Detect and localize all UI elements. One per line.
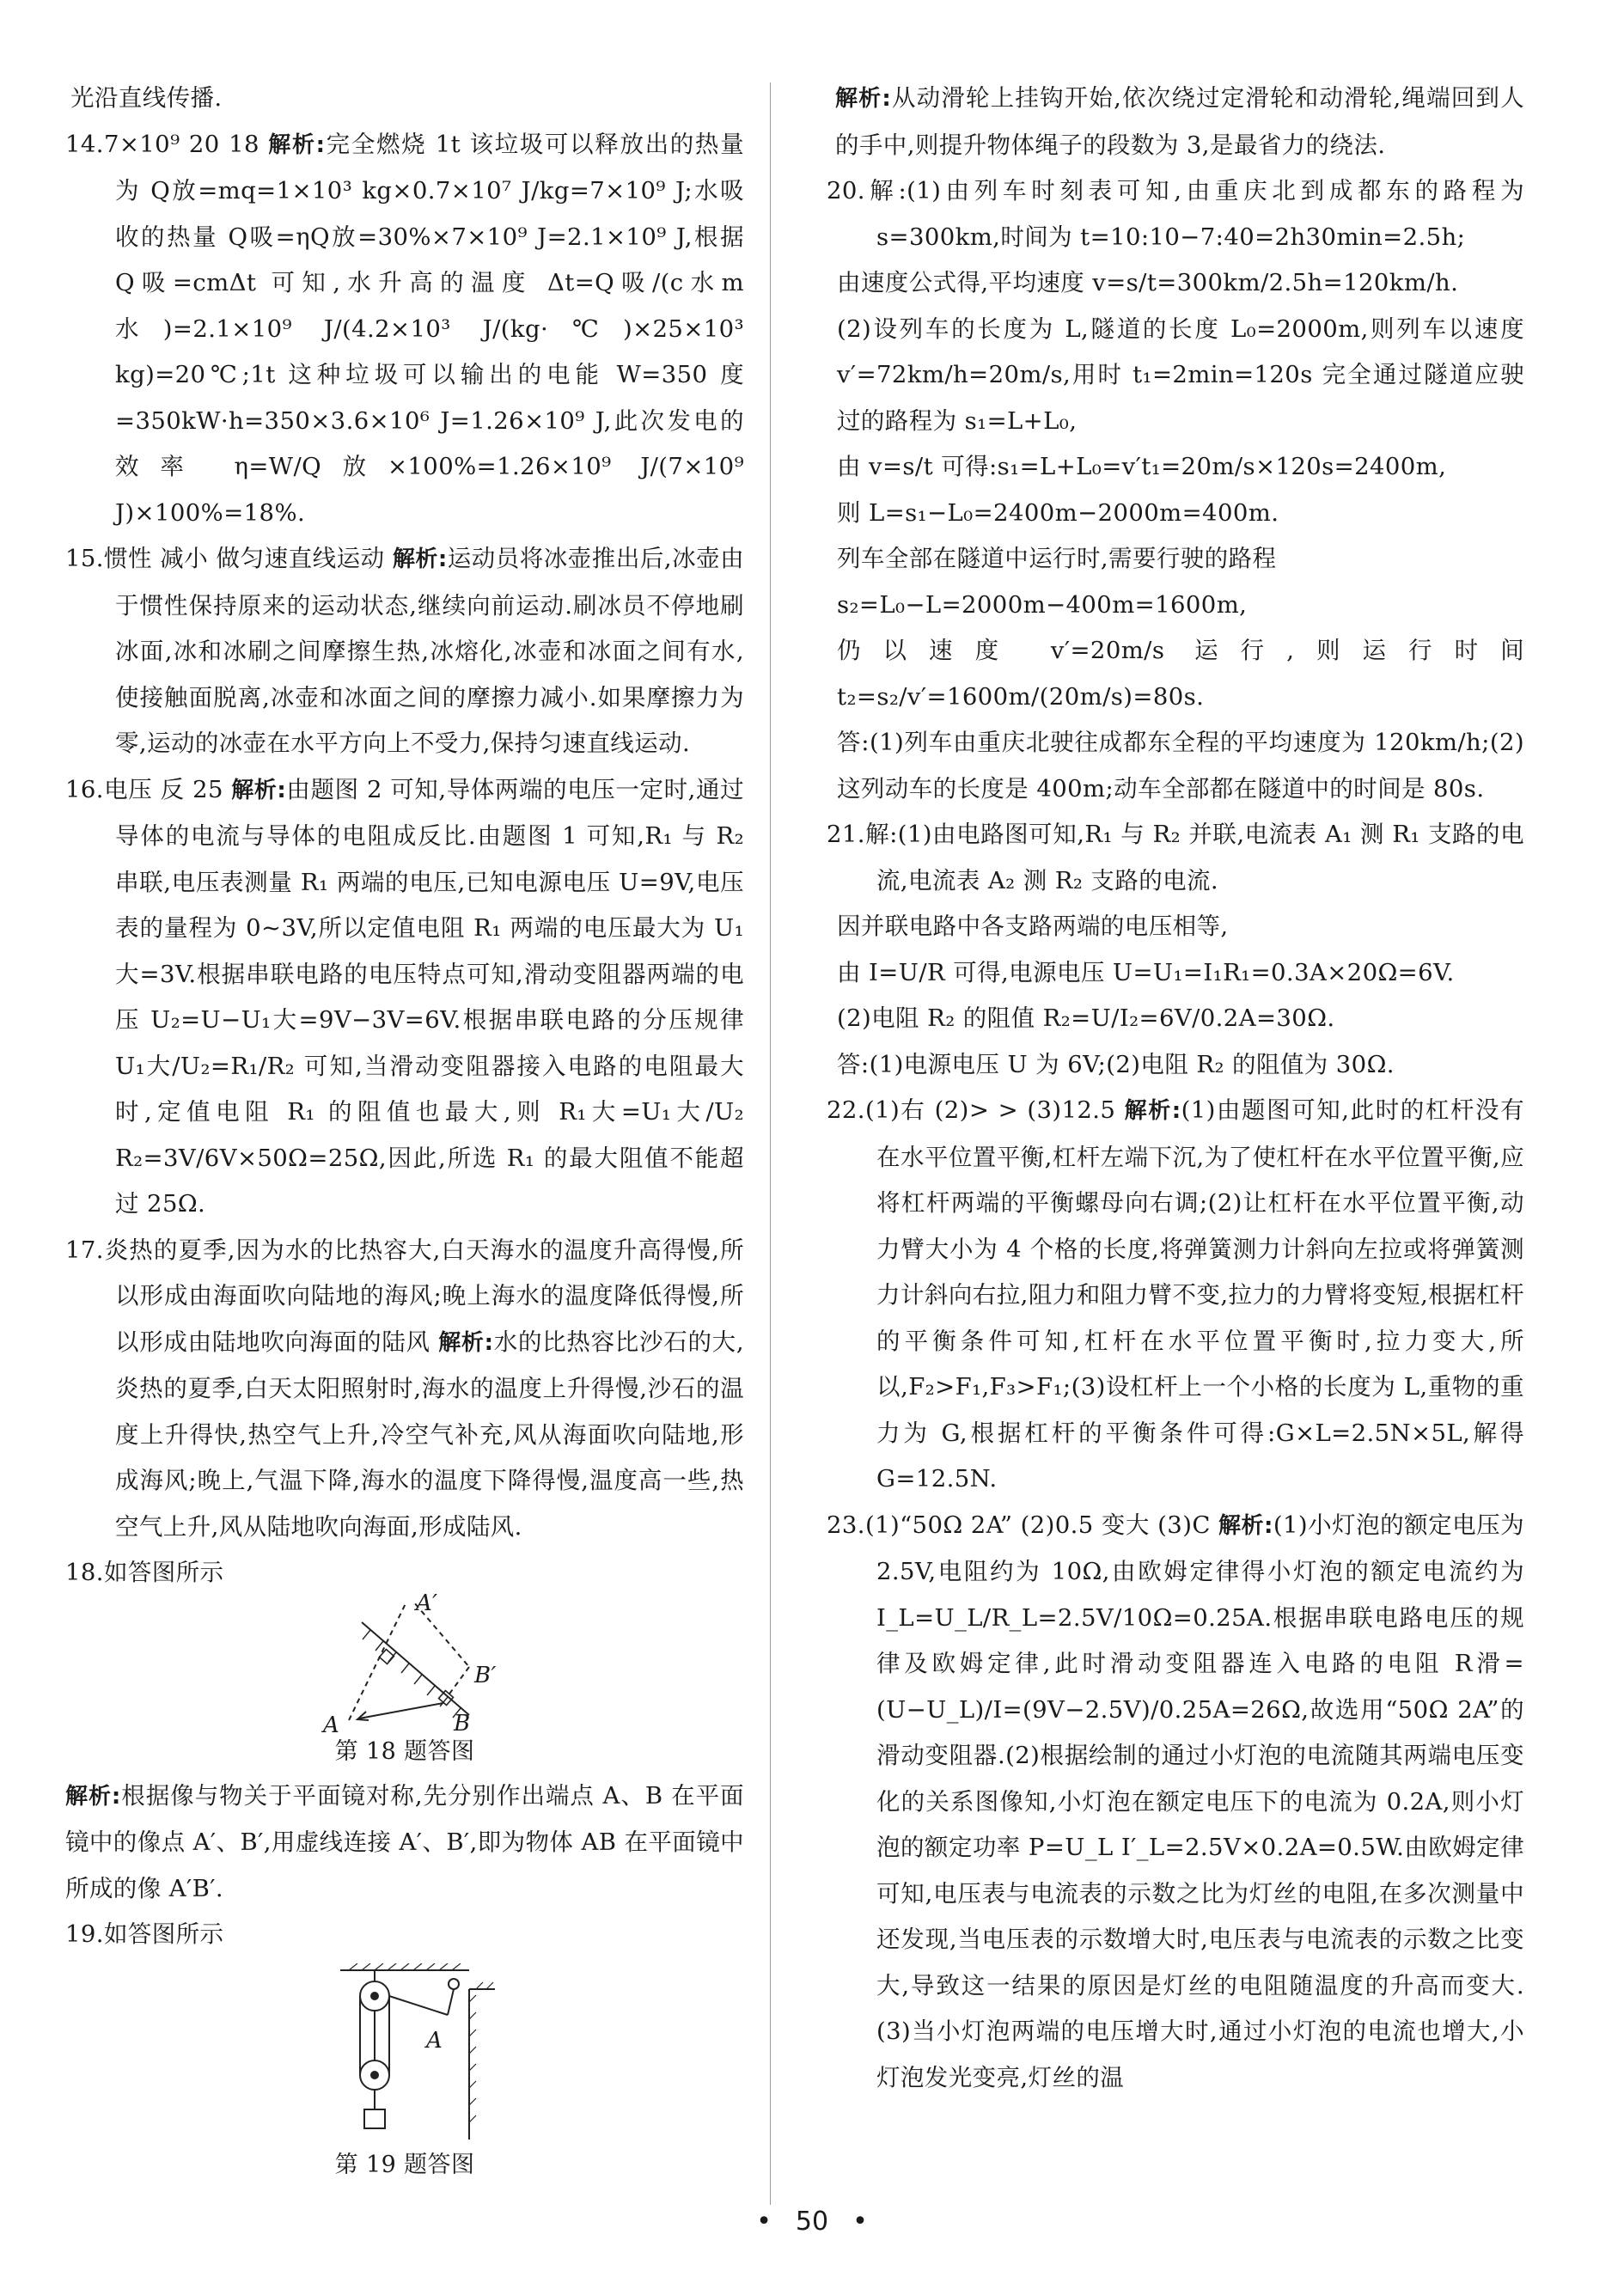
answer-key: (1)右 (2)> > (3)12.5: [864, 1096, 1125, 1124]
analysis-text: 水的比热容比沙石的大,炎热的夏季,白天太阳照射时,海水的温度上升得慢,沙石的温度上升得快,热空气上升,冷空气补充,风从海面吹向陆地,形成海风;晚上,气温下降,海水的温度下降得慢,温度高一些,热空气上升,风从陆地吹向海面,形成陆风.: [115, 1328, 745, 1541]
answer-20-line-f: [827, 536, 1524, 583]
page-number-text: 50: [795, 2207, 829, 2237]
analysis-label: 解析:: [1218, 1512, 1273, 1539]
question-label: 18.: [65, 1559, 104, 1586]
answer-18: [65, 1550, 744, 1596]
answer-14: [65, 122, 744, 537]
figure-18: [65, 1590, 744, 1773]
question-label: 17.: [65, 1236, 104, 1264]
paragraph-continuation: [65, 76, 744, 122]
answer-20-line-e: [827, 491, 1524, 537]
dashed-line-a: [349, 1602, 409, 1720]
answer-20-line-c: [827, 307, 1524, 445]
page-dot-left: •: [756, 2207, 772, 2237]
question-label: 20.: [827, 177, 865, 205]
answer-20-line-g: [827, 583, 1524, 629]
answer-key: 7×10⁹ 20 18: [103, 130, 269, 158]
dashed-line-b: [448, 1667, 469, 1696]
text: 因并联电路中各支路两端的电压相等,: [837, 913, 1229, 940]
answer-21-line-d: [827, 996, 1524, 1042]
figure-19-caption: 第 19 题答图: [334, 2151, 475, 2178]
text: (2)电阻 R₂ 的阻值 R₂=U/I₂=6V/0.2A=30Ω.: [837, 1004, 1335, 1032]
label-a: A: [323, 1712, 340, 1738]
answer-20-line-h: [827, 628, 1524, 720]
analysis-label: 解析:: [392, 546, 448, 572]
object-arrow: [359, 1703, 443, 1718]
right-column: [827, 76, 1524, 2101]
answer-20-line-b: [827, 260, 1524, 307]
column-divider: [770, 82, 771, 2205]
page-dot-right: •: [852, 2207, 868, 2237]
figure-18-caption: 第 18 题答图: [334, 1737, 475, 1765]
answer-20-conclusion: [827, 720, 1524, 812]
label-b-prime: B′: [474, 1662, 497, 1688]
answer-16: [65, 767, 744, 1228]
question-label: 23.: [827, 1511, 865, 1539]
text: 答:(1)电源电压 U 为 6V;(2)电阻 R₂ 的阻值为 30Ω.: [837, 1050, 1395, 1078]
question-label: 16.: [65, 775, 104, 803]
analysis-text: 运动员将冰壶推出后,冰壶由于惯性保持原来的运动状态,继续向前运动.刷冰员不停地刷冰面,冰和冰刷之间摩擦生热,冰熔化,冰壶和冰面之间有水,使接触面脱离,冰壶和冰面之间的摩擦力减小.如果摩擦力为零,运动的冰壶在水平方向上不受力,保持匀速直线运动.: [115, 545, 744, 757]
answer-text: 如答图所示: [103, 1920, 224, 1948]
text: 由 v=s/t 可得:s₁=L+L₀=v′t₁=20m/s×120s=2400m,: [837, 453, 1447, 480]
analysis-text: 从动滑轮上挂钩开始,依次绕过定滑轮和动滑轮,绳端回到人的手中,则提升物体绳子的段数为 3,是最省力的绕法.: [835, 84, 1525, 159]
answer-key: 炎热的夏季,因为水的比热容大,白天海水的温度升高得慢,所以形成由海面吹向陆地的海风;晚上海水的温度降低得慢,所以形成由陆地吹向海面的陆风: [103, 1236, 745, 1356]
answer-21: [827, 812, 1524, 904]
text: s₂=L₀−L=2000m−400m=1600m,: [837, 590, 1248, 619]
text: 则 L=s₁−L₀=2400m−2000m=400m.: [837, 498, 1279, 527]
analysis-text: 由题图 2 可知,导体两端的电压一定时,通过导体的电流与导体的电阻成反比.由题图 1 可知,R₁ 与 R₂ 串联,电压表测量 R₁ 两端的电压,已知电源电压 U=9V,电压表的量程为 0~3V,所以定值电阻 R₁ 两端的电压最大为 U₁大=3V.根据串联电路的电压特点可知,滑动变阻器两端的电压 U₂=U−U₁大=9V−3V=6V.根据串联电路的分压规律 U₁大/U₂=R₁/R₂ 可知,当滑动变阻器接入电路的电阻最大时,定值电阻 R₁ 的阻值也最大,则 R₁大=U₁大/U₂ R₂=3V/6V×50Ω=25Ω,因此,所选 R₁ 的最大阻值不能超过 25Ω.: [115, 775, 744, 1218]
question-label: 21.: [827, 821, 865, 848]
answer-20: [827, 168, 1524, 260]
text: 仍以速度 v′=20m/s 运行,则运行时间 t₂=s₂/v′=1600m/(20m/s)=80s.: [837, 637, 1524, 711]
answer-19: [65, 1912, 744, 1958]
answer-18-analysis: [65, 1773, 744, 1913]
analysis-label: 解析:: [268, 131, 326, 158]
analysis-text: 根据像与物关于平面镜对称,先分别作出端点 A、B 在平面镜中的像点 A′、B′,用虚线连接 A′、B′,即为物体 AB 在平面镜中所成的像 A′B′.: [65, 1781, 744, 1902]
question-label: 22.: [827, 1096, 865, 1124]
answer-text: 解:(1)由电路图可知,R₁ 与 R₂ 并联,电流表 A₁ 测 R₁ 支路的电流,电流表 A₂ 测 R₂ 支路的电流.: [864, 821, 1524, 894]
answer-key: (1)“50Ω 2A” (2)0.5 变大 (3)C: [864, 1511, 1219, 1539]
answer-19-analysis: [827, 76, 1524, 168]
question-label: 19.: [65, 1920, 104, 1948]
answer-17: [65, 1228, 744, 1551]
answer-key: 惯性 减小 做匀速直线运动: [103, 545, 393, 572]
answer-21-line-b: [827, 904, 1524, 950]
answer-text: 解:(1)由列车时刻表可知,由重庆北到成都东的路程为 s=300km,时间为 t=10:10−7:40=2h30min=2.5h;: [864, 177, 1524, 251]
text: 列车全部在隧道中运行时,需要行驶的路程: [837, 545, 1277, 572]
label-b: B: [454, 1710, 471, 1737]
text: 由速度公式得,平均速度 v=s/t=300km/2.5h=120km/h.: [837, 269, 1459, 296]
text: (2)设列车的长度为 L,隧道的长度 L₀=2000m,则列车以速度 v′=72km/h=20m/s,用时 t₁=2min=120s 完全通过隧道应驶过的路程为 s₁=L+L₀,: [837, 314, 1524, 435]
analysis-label: 解析:: [65, 1783, 121, 1810]
label-a: A: [426, 2027, 443, 2054]
figure-19: [65, 1963, 744, 2187]
analysis-label: 解析:: [438, 1329, 494, 1356]
question-label: 15.: [65, 545, 104, 572]
analysis-text: (1)由题图可知,此时的杠杆没有在水平位置平衡,杠杆左端下沉,为了使杠杆在水平位置平衡,应将杠杆两端的平衡螺母向右调;(2)让杠杆在水平位置平衡,动力臂大小为 4 个格的长度,将弹簧测力计斜向左拉或将弹簧测力计斜向右拉,阻力和阻力臂不变,拉力的力臂将变短,根据杠杆的平衡条件可知,杠杆在水平位置平衡时,拉力变大,所以,F₂>F₁,F₃>F₁;(3)设杠杆上一个小格的长度为 L,重物的重力为 G,根据杠杆的平衡条件可得:G×L=2.5N×5L,解得 G=12.5N.: [876, 1096, 1524, 1493]
pulley-diagram: [65, 1963, 744, 2144]
mirror-diagram: [65, 1602, 744, 1731]
page-number: [0, 2207, 1624, 2237]
answer-22: [827, 1088, 1524, 1503]
answer-key: 电压 反 25: [103, 775, 232, 803]
text: 由 I=U/R 可得,电源电压 U=U₁=I₁R₁=0.3A×20Ω=6V.: [837, 958, 1455, 986]
left-column: [65, 76, 744, 2187]
analysis-text: 完全燃烧 1t 该垃圾可以释放出的热量为 Q放=mq=1×10³ kg×0.7×10⁷ J/kg=7×10⁹ J;水吸收的热量 Q吸=ηQ放=30%×7×10⁹ J=2.1×10⁹ J,根据 Q吸=cmΔt 可知,水升高的温度 Δt=Q吸/(c水m水)=2.1×10⁹ J/(4.2×10³ J/(kg·℃)×25×10³ kg)=20℃;1t 这种垃圾可以输出的电能 W=350 度=350kW·h=350×3.6×10⁶ J=1.26×10⁹ J,此次发电的效率 η=W/Q放×100%=1.26×10⁹ J/(7×10⁹ J)×100%=18%.: [115, 130, 744, 527]
analysis-label: 解析:: [1124, 1098, 1181, 1124]
text: 答:(1)列车由重庆北驶往成都东全程的平均速度为 120km/h;(2)这列动车的长度是 400m;动车全部都在隧道中的时间是 80s.: [837, 729, 1524, 803]
answer-text: 如答图所示: [103, 1559, 224, 1586]
analysis-text: (1)小灯泡的额定电压为 2.5V,电阻约为 10Ω,由欧姆定律得小灯泡的额定电流约为 I_L=U_L/R_L=2.5V/10Ω=0.25A.根据串联电路电压的规律及欧姆定律,此时滑动变阻器连入电路的电阻 R滑=(U−U_L)/I=(9V−2.5V)/0.25A=26Ω,故选用“50Ω 2A”的滑动变阻器.(2)根据绘制的通过小灯泡的电流随其两端电压变化的关系图像知,小灯泡在额定电压下的电流为 0.2A,则小灯泡的额定功率 P=U_L I′_L=2.5V×0.2A=0.5W.由欧姆定律可知,电压表与电流表的示数之比为灯丝的电阻,在多次测量中还发现,当电压表的示数增大时,电压表与电流表的示数之比变大,导致这一结果的原因是灯丝的电阻随温度的升高而变大.(3)当小灯泡两端的电压增大时,通过小灯泡的电流也增大,小灯泡发光变亮,灯丝的温: [876, 1511, 1524, 2091]
answer-21-line-c: [827, 950, 1524, 997]
answer-15: [65, 536, 744, 767]
analysis-label: 解析:: [231, 777, 287, 803]
label-a-prime: A′: [416, 1590, 438, 1616]
question-label: 14.: [65, 130, 104, 158]
text: 光沿直线传播.: [70, 84, 223, 112]
answer-23: [827, 1503, 1524, 2102]
answer-20-line-d: [827, 444, 1524, 491]
answer-21-conclusion: [827, 1042, 1524, 1089]
analysis-label: 解析:: [835, 86, 892, 112]
weight-block: [364, 2109, 385, 2128]
person-head: [449, 1979, 459, 1989]
